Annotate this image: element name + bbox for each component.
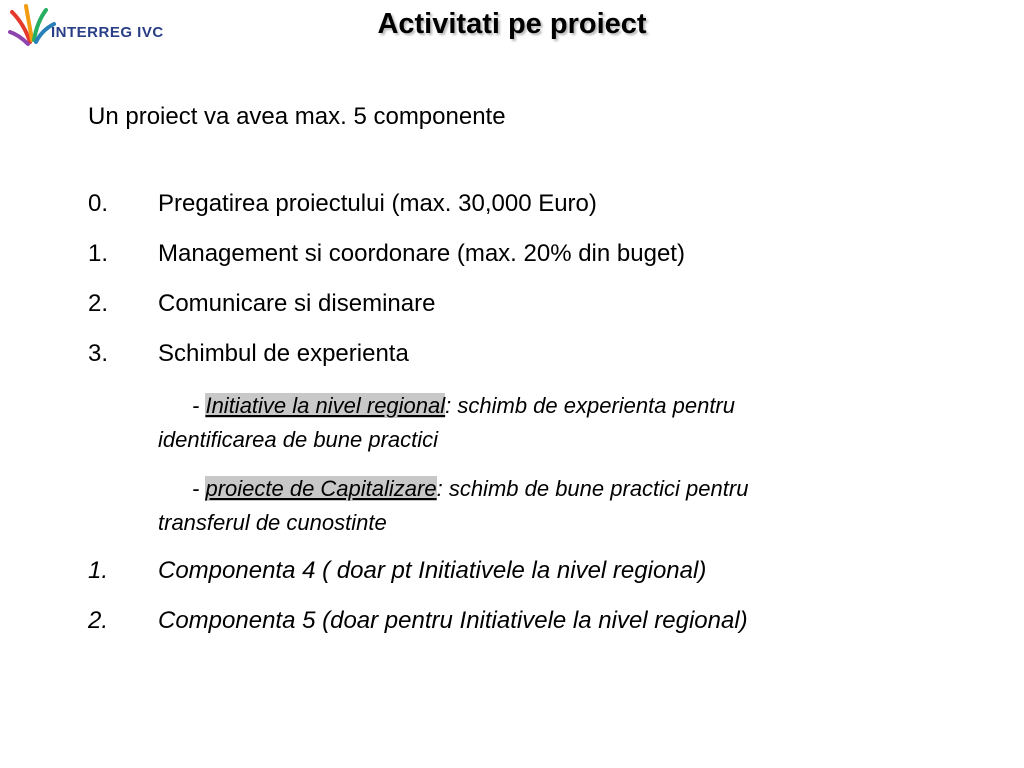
- list-item-text: Comunicare si diseminare: [158, 290, 436, 317]
- sub-item: [158, 472, 948, 540]
- list-item-number: 2.: [88, 607, 109, 634]
- list-item-number: 1.: [88, 240, 109, 267]
- sub-item-dash: -: [192, 476, 206, 501]
- sub-item: [158, 389, 948, 457]
- page-title: Activitati pe proiect: [377, 8, 647, 40]
- sub-item-description: : schimb de bune practici pentru: [436, 476, 749, 501]
- logo-text: INTERREG IVC: [51, 24, 164, 41]
- intro-text: Un proiect va avea max. 5 componente: [88, 103, 506, 130]
- list-item-number: 0.: [88, 190, 109, 217]
- sub-item-dash: -: [192, 393, 206, 418]
- list-item-text: Schimbul de experienta: [158, 340, 409, 367]
- sub-item-term: proiecte de Capitalizare: [205, 476, 437, 501]
- sub-item-continuation: transferul de cunostinte: [158, 510, 387, 535]
- list-item-number: 2.: [88, 290, 109, 317]
- list-item-text: Componenta 4 ( doar pt Initiativele la nivel regional): [158, 557, 707, 584]
- list-item-number: 1.: [88, 557, 109, 584]
- sub-item-description: : schimb de experienta pentru: [445, 393, 735, 418]
- list-item-text: Componenta 5 (doar pentru Initiativele la nivel regional): [158, 607, 748, 634]
- list-item-number: 3.: [88, 340, 109, 367]
- sub-item-continuation: identificarea de bune practici: [158, 427, 439, 452]
- list-item-text: Management si coordonare (max. 20% din buget): [158, 240, 685, 267]
- sub-item-term: Initiative la nivel regional: [205, 393, 446, 418]
- list-item-text: Pregatirea proiectului (max. 30,000 Euro): [158, 190, 597, 217]
